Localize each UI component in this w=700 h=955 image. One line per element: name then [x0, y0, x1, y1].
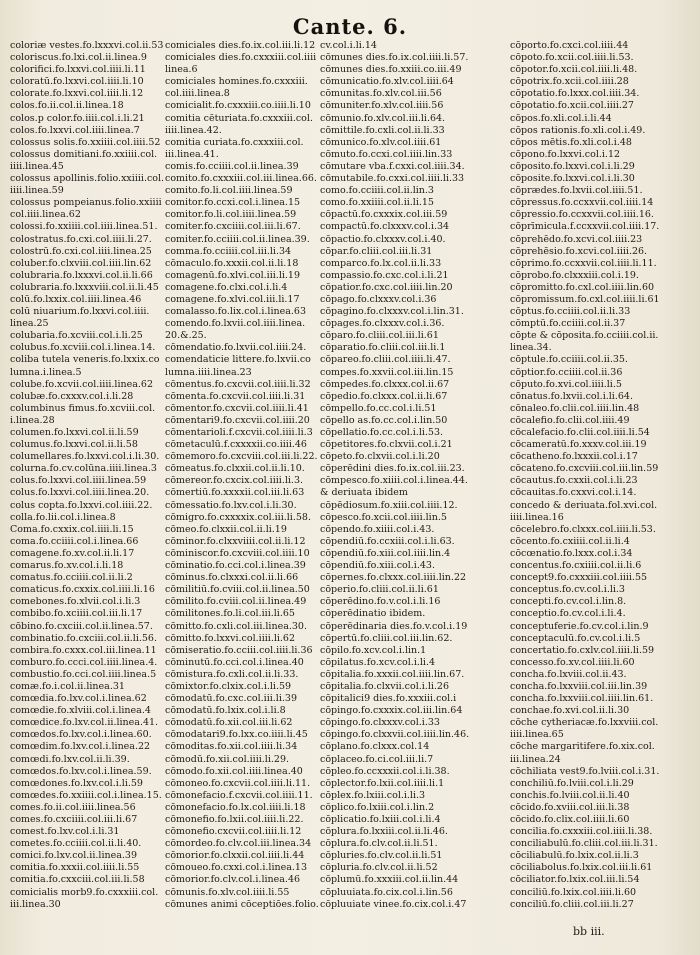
index-entry: colus.fo.lxxvi.col.iiii.linea.59	[10, 475, 147, 487]
index-entry: cōpar.fo.cliii.col.iii.li.31	[320, 245, 433, 257]
index-entry: comœdie.fo.xlviii.col.i.linea.4	[10, 705, 151, 717]
index-entry: comœdice.fo.lxv.col.ii.linea.41.	[10, 717, 159, 729]
index-entry: cōperio.fo.cliii.col.ii.li.61	[320, 584, 439, 596]
index-entry: comici.fo.lxv.col.ii.linea.39	[10, 850, 137, 862]
index-entry: cōplumū.fo.xxxiii.col.ii.lin.44	[320, 874, 459, 886]
index-entry: cōpitalia.fo.xxxii.col.iiii.lin.67.	[320, 668, 465, 680]
index-entry: cōmitto.fo.cxli.col.iii.linea.30.	[165, 620, 307, 632]
index-entry: cōptus.fo.cciiii.col.ii.li.33	[510, 306, 631, 318]
index-entry: comes.fo.cxciiii.col.iii.li.67	[10, 814, 138, 825]
index-entry: cōmuniter.fo.xlv.col.iiii.56	[320, 100, 444, 112]
index-entry: cōpactio.fo.clxxxv.col.i.40.	[320, 233, 446, 245]
index-entry: cōcido.fo.xviii.col.iii.li.38	[510, 801, 630, 813]
index-entry: comis.fo.cciiii.col.ii.linea.39	[165, 160, 299, 172]
index-entry: cōcalefacio.fo.clii.col.iiii.li.54	[510, 427, 650, 438]
index-entry: comburo.fo.ccci.col.iiii.linea.4.	[10, 656, 158, 668]
index-entry: cōmorior.fo.clxxii.col.iiii.li.44	[165, 850, 305, 862]
index-entry: cōcateno.fo.cxcviii.col.iii.lin.59	[510, 463, 659, 475]
index-entry: cōmodatū.fo.cxc.col.iii.li.39	[165, 693, 297, 705]
index-entry: cōchiliata vest9.fo.lviii.col.i.31.	[510, 765, 660, 777]
index-entry: cōplano.fo.clxxx.col.14	[320, 741, 430, 753]
index-entry: cōplaceo.fo.ci.col.iii.li.7	[320, 753, 434, 765]
index-entry: colubæ.fo.cxxxv.col.i.li.28	[10, 390, 134, 402]
index-entry: cōmpedes.fo.clxxx.col.ii.67	[320, 378, 450, 390]
index-entry: cōpactū.fo.cxxxix.col.iii.59	[320, 209, 448, 221]
index-entry: cōplex.fo.lxiii.col.i.li.3	[320, 789, 426, 801]
index-entry: cōmeo.fo.clxxii.col.ii.li.19	[165, 523, 287, 535]
index-entry: cōmunes dies.fo.ix.col.iiii.li.57.	[320, 52, 469, 64]
index-entry: cōpatior.fo.cxc.col.iiii.lin.20	[320, 281, 453, 293]
index-entry: cōmoditas.fo.xii.col.iiii.li.34	[165, 741, 298, 753]
index-entry: conceptuferie.fo.cv.col.i.lin.9	[510, 620, 649, 632]
index-entry: cōmptū.fo.cciiii.col.ii.37	[510, 318, 626, 330]
index-entry: comagenū.fo.xlvi.col.iii.li.19	[165, 269, 300, 281]
index-entry: iii.linea.24	[510, 753, 561, 765]
index-entry: cometes.fo.cciiii.col.ii.li.40.	[10, 838, 142, 850]
index-entry: cōperēdinatio ibidem.	[320, 608, 426, 620]
signature-mark: bb iii.	[573, 925, 605, 938]
index-entry: comitor.fo.li.col.iiii.linea.59	[165, 209, 297, 221]
index-entry: combustio.fo.cci.col.iiii.linea.5	[10, 668, 157, 680]
index-entry: cōpos rationis.fo.xli.col.i.49.	[510, 124, 646, 136]
index-entry: cōplector.fo.lxii.col.iiii.li.1	[320, 777, 445, 789]
index-entry: cōprīmicula.f.ccxxvii.col.iiii.17.	[510, 221, 660, 233]
index-entry: cōpendo.fo.xiiii.col.i.43.	[320, 523, 435, 535]
index-entry: cōmilitones.fo.li.col.iii.li.65	[165, 608, 295, 620]
index-entry: columen.fo.lxxvi.col.ii.li.59	[10, 427, 139, 438]
index-entry: cōmereor.fo.cxcix.col.iiii.li.3.	[165, 475, 304, 487]
index-entry: cōmaculo.fo.xxxii.col.ii.li.18	[165, 257, 299, 269]
index-entry: colurna.fo.cv.colūna.iiii.linea.3	[10, 463, 157, 475]
index-entry: concentus.fo.cxiiii.col.ii.li.6	[510, 560, 642, 572]
index-entry: como.fo.xxiiii.col.ii.li.15	[320, 197, 434, 209]
index-entry: colossus domitiani.fo.xxiiii.col.	[10, 148, 158, 160]
index-entry: cōmuto.fo.ccxi.col.iiii.lin.33	[320, 148, 453, 160]
index-entry: cōpos mētis.fo.xli.col.i.48	[510, 136, 632, 148]
index-entry: cōpedio.fo.clxxx.col.ii.li.67	[320, 390, 448, 402]
index-entry: comendo.fo.lxvii.col.iiii.linea.	[165, 318, 306, 330]
index-entry: cōprimo.fo.ccxxvii.col.iiii.li.11.	[510, 257, 657, 269]
index-entry: cōplura.fo.clv.col.ii.li.51.	[320, 838, 438, 850]
index-entry: cōpotatio.fo.xcii.col.iiii.27	[510, 100, 634, 112]
index-entry: cōpingo.fo.clxxvii.col.iiii.lin.46.	[320, 729, 470, 741]
index-entry: cōpertū.fo.cliii.col.iii.lin.62.	[320, 632, 453, 644]
index-entry: comœdos.fo.lxv.col.i.linea.59.	[10, 765, 152, 777]
index-entry: concepti.fo.cv.col.i.lin.8.	[510, 596, 627, 608]
index-entry: cōpluuiata.fo.cix.col.i.lin.56	[320, 886, 453, 898]
index-entry: cōcauitas.fo.cxxvi.col.i.14.	[510, 487, 637, 499]
index-entry: cōmunes dies.fo.xxiii.co.iii.49	[320, 64, 462, 76]
index-entry: cōpeto.fo.clxvii.col.i.li.20	[320, 451, 440, 463]
index-entry: conchiliū.fo.lviii.col.i.li.29	[510, 777, 634, 789]
index-entry: cōplicatio.fo.lxiii.col.i.li.4	[320, 814, 441, 825]
index-entry: colossus pompeianus.folio.xxiiii	[10, 197, 162, 209]
index-entry: cōmitto.fo.lxxvi.col.iiii.li.62	[165, 632, 296, 644]
index-entry: col.iiii.linea.8	[165, 88, 230, 100]
index-entry: cōperēdino.fo.v.col.i.li.16	[320, 596, 441, 608]
index-entry: & deriuata ibidem	[320, 487, 408, 499]
index-entry: coluber.fo.clxviii.col.iiii.lin.62	[10, 257, 152, 269]
index-entry: comarus.fo.xv.col.i.li.18	[10, 560, 124, 572]
index-entry: cōpingo.fo.cxxxix.col.iii.lin.64	[320, 705, 463, 717]
index-entry: cōposito.fo.lxxvi.col.i.li.29	[510, 160, 635, 172]
index-entry: comalasso.fo.lix.col.i.linea.63	[165, 306, 307, 318]
index-entry: comœdim.fo.lxv.col.i.linea.22	[10, 741, 151, 753]
index-entry: cōmeatus.fo.clxxii.col.ii.li.10.	[165, 463, 305, 475]
index-entry: cōpluries.fo.clv.col.ii.li.51	[320, 850, 443, 862]
index-entry: iiii.linea.16	[510, 511, 564, 523]
index-entry: cōpleo.fo.ccxxxii.col.i.li.38.	[320, 765, 450, 777]
index-entry: cōche margaritifere.fo.xix.col.	[510, 741, 655, 753]
index-entry: cōminor.fo.clxxviiii.col.ii.li.12	[165, 535, 306, 547]
index-entry: cōcatheno.fo.lxxxii.col.i.17	[510, 451, 638, 463]
index-entry: colus.fo.lxxvi.col.iiii.linea.20.	[10, 487, 150, 499]
index-entry: combira.fo.cxxx.col.iii.linea.11	[10, 644, 157, 656]
index-entry: colorifici.fo.lxxvi.col.iiii.li.11	[10, 64, 146, 76]
index-entry: cōplura.fo.lxxiii.col.ii.li.46.	[320, 826, 448, 838]
index-entry: comagene.fo.clxi.col.i.li.4	[165, 281, 288, 293]
index-entry: cōmutare vba.f.cxxi.col.iiii.34.	[320, 160, 465, 172]
index-entry: cōpago.fo.clxxxv.col.i.36	[320, 293, 437, 305]
index-entry: cōpagino.fo.clxxxv.col.i.lin.31.	[320, 306, 464, 318]
index-entry: cōmunio.fo.xlv.col.iii.li.64.	[320, 112, 446, 124]
index-entry: cōputo.fo.xvi.col.iiii.li.5	[510, 378, 622, 390]
index-entry: cōmertiū.fo.xxxxii.col.iii.li.63	[165, 487, 305, 499]
index-entry: linea.6	[165, 64, 198, 76]
index-entry: colossus solis.fo.xxiiii.col.iiii.52	[10, 136, 161, 148]
index-entry: cōposite.fo.lxxvi.col.i.li.30	[510, 173, 635, 185]
index-entry: cōciliabulū.fo.lxix.col.ii.li.3	[510, 850, 639, 862]
index-entry: comito.fo.cxxxiii.col.iii.linea.66.	[165, 173, 317, 185]
index-entry: comiciales dies.fo.ix.col.iii.li.12	[165, 40, 316, 51]
index-entry: colos.fo.lxxvi.col.iiii.linea.7	[10, 124, 140, 136]
index-entry: concedo & deriuata.fol.xvi.col.	[510, 499, 658, 511]
index-entry: comebones.fo.xlvii.col.i.li.3	[10, 596, 141, 608]
index-entry: conceptio.fo.cv.col.i.li.4.	[510, 608, 626, 620]
index-entry: comœdia.fo.lxv.col.i.linea.62	[10, 693, 147, 705]
index-entry: comiter.fo.cxciiii.col.iii.li.67.	[165, 221, 301, 233]
index-entry: comes.fo.ii.col.iiii.linea.56	[10, 801, 136, 813]
running-header: Cante. 6.	[292, 14, 408, 39]
index-entry: conciliū.fo.cliii.col.iii.li.27	[510, 898, 634, 910]
index-entry: cōmonefio.fo.lxii.col.iiii.li.22.	[165, 814, 304, 825]
index-entry: cōmentor.fo.cxcvii.col.iiii.li.41	[165, 402, 309, 414]
index-entry: cōche cytheriacæ.fo.lxxviii.col.	[510, 717, 659, 729]
index-entry: cōpotrix.fo.xcii.col.iiii.28	[510, 76, 629, 88]
index-entry: comatus.fo.cciiii.col.ii.li.2	[10, 572, 133, 584]
index-entry: comitor.fo.ccxi.col.i.linea.15	[165, 197, 301, 209]
index-entry: colostrū.fo.cxi.col.iiii.linea.25	[10, 245, 152, 257]
index-entry: cōnatus.fo.lxvii.col.i.li.64.	[510, 390, 633, 402]
index-entry: colubus.fo.xcviii.col.i.linea.14.	[10, 342, 156, 354]
index-entry: cōpoto.fo.xcii.col.iiii.li.53.	[510, 52, 634, 64]
index-entry: concilia.fo.cxxxiii.col.iiii.li.38.	[510, 826, 653, 838]
index-entry: comaticus.fo.cxxix.col.iiii.li.16	[10, 584, 155, 596]
index-entry: coliba tutela veneris.fo.lxxix.co	[10, 354, 160, 366]
index-entry: cōpotatio.fo.lxxx.col.iiii.34.	[510, 88, 640, 100]
index-entry: cōperēdinaria dies.fo.v.col.i.19	[320, 620, 468, 632]
index-entry: cōpono.fo.lxxvi.col.i.12	[510, 148, 621, 160]
index-entry: cōpluuiate vinee.fo.cix.col.i.47	[320, 898, 467, 910]
index-entry: cōcelebro.fo.clxxx.col.iiii.li.53.	[510, 523, 656, 535]
index-entry: colorate.fo.lxxvi.col.iiii.li.12	[10, 88, 144, 100]
index-entry: cōpēdiosum.fo.xiii.col.iiii.12.	[320, 499, 458, 511]
index-entry: cōmordeo.fo.clv.col.iii.linea.34	[165, 838, 312, 850]
index-entry: cōcido.fo.clix.col.iiii.li.60	[510, 814, 630, 825]
index-entry: comiciales homines.fo.cxxxiii.	[165, 76, 308, 88]
index-entry: cōminutū.fo.cci.col.i.linea.40	[165, 656, 304, 668]
index-entry: columus.fo.lxxvi.col.ii.li.58	[10, 439, 138, 451]
index-entry: cōmodatū.fo.lxix.col.i.li.8	[165, 705, 286, 717]
index-entry: cōbino.fo.cxciii.col.ii.linea.57.	[10, 620, 153, 632]
index-entry: concha.fo.lxxviii.col.iii.lin.39	[510, 680, 648, 692]
index-entry: cōmessatio.fo.lxv.col.i.li.30.	[165, 499, 297, 511]
index-entry: cōmentari9.fo.cxcvii.col.iiii.20	[165, 414, 310, 426]
index-entry: cōminatio.fo.cci.col.i.linea.39	[165, 560, 306, 572]
index-entry: cōpendiū.fo.xiii.col.iiii.lin.4	[320, 547, 451, 559]
index-entry: cōpitalia.fo.clxvii.col.i.li.26	[320, 680, 450, 692]
index-entry: iiii.linea.65	[510, 729, 564, 741]
index-entry: comœdi.fo.lxv.col.ii.li.39.	[10, 753, 130, 765]
index-entry: cōmunitas.fo.xlv.col.iii.56	[320, 88, 442, 100]
index-entry: cōpressus.fo.ccxxvii.col.iiii.14	[510, 197, 654, 209]
index-entry: cōptule.fo.cciiii.col.ii.35.	[510, 354, 628, 366]
index-entry: cōpello as.fo.cc.col.i.lin.50	[320, 414, 448, 426]
index-entry: cōmutabile.fo.cxxi.col.iiii.li.33	[320, 173, 465, 185]
index-entry: comitia.fo.cxxciii.col.iii.li.58	[10, 874, 145, 886]
index-entry: col.iiii.linea.62	[10, 209, 81, 221]
index-entry: cōmorior.fo.clv.col.i.linea.46	[165, 874, 301, 886]
index-entry: conceptaculū.fo.cv.col.i.li.5	[510, 632, 641, 644]
index-entry: cōptior.fo.cciiii.col.ii.36	[510, 366, 623, 378]
index-entry: cōciliator.fo.lxix.col.iii.li.54	[510, 874, 640, 886]
index-entry: cōmentarioli.f.cxcvii.col.iiii.li.3	[165, 427, 313, 438]
index-entry: linea.34.	[510, 342, 552, 354]
index-entry: cōmoneo.fo.cxcvii.col.iiii.li.11.	[165, 777, 311, 789]
index-entry: comiciales dies.fo.cxxxiii.col.iiii	[165, 52, 317, 64]
index-entry: cōpotor.fo.xcii.col.iiii.li.48.	[510, 64, 638, 76]
index-entry: cōmunico.fo.xlv.col.iiii.61	[320, 136, 442, 148]
index-entry: cōmodū.fo.xii.col.iiii.li.29.	[165, 753, 290, 765]
index-entry: como.fo.cciiii.col.ii.lin.3	[320, 185, 434, 197]
index-entry: comitia cēturiata.fo.cxxxiii.col.	[165, 112, 313, 124]
index-entry: coloriæ vestes.fo.lxxxvi.col.ii.53	[10, 40, 164, 51]
index-entry: cōcœnatio.fo.lxxx.col.i.34	[510, 547, 633, 559]
index-entry: conceptus.fo.cv.col.i.li.3	[510, 584, 625, 596]
index-column-1	[10, 40, 178, 920]
index-entry: comagene.fo.xlvi.col.iii.li.17	[165, 293, 300, 305]
index-entry: colus copta.fo.lxxvi.col.iiii.22.	[10, 499, 153, 511]
index-entry: cōcameratū.fo.xxxv.col.iii.19	[510, 439, 647, 451]
index-entry: cōcalefio.fo.clii.col.iiii.49	[510, 414, 630, 426]
index-entry: cōmunes animi cōceptiōes.folio.	[165, 898, 319, 910]
index-entry: comma.fo.cciiii.col.iii.li.34	[165, 245, 292, 257]
index-entry: colossus apollinis.folio.xxiiii.col.	[10, 173, 165, 185]
index-entry: cōmilitiū.fo.cviii.col.ii.linea.50	[165, 584, 310, 596]
index-entry: comœdes.fo.xxiiii.col.i.linea.15.	[10, 789, 162, 801]
index-entry: cōmonefacio.fo.lx.col.iiii.li.18	[165, 801, 306, 813]
index-entry: coma.fo.cciiii.col.i.linea.66	[10, 535, 139, 547]
index-column-3	[320, 40, 495, 920]
index-entry: colubraria.fo.lxxxviii.col.ii.li.45	[10, 281, 159, 293]
index-entry: colube.fo.xcvii.col.iiii.linea.62	[10, 378, 154, 390]
index-entry: colū niuarium.fo.lxxvi.col.iiii.	[10, 306, 150, 318]
index-entry: cōmiseratio.fo.cciii.col.iiii.li.36	[165, 644, 313, 656]
index-entry: concesso.fo.xv.col.iiii.li.60	[510, 656, 635, 668]
index-entry: cōplico.fo.lxiii.col.i.lin.2	[320, 801, 435, 813]
index-entry: colos.fo.ii.col.ii.linea.18	[10, 100, 124, 112]
index-entry: cōpesco.fo.xcii.col.iiii.lin.5	[320, 511, 447, 523]
index-entry: cōmonefacio.f.cxcvii.col.iiii.11.	[165, 789, 313, 801]
index-entry: cōminiscor.fo.cxcviii.col.iiii.10	[165, 547, 310, 559]
index-entry: cōpluria.fo.clv.col.ii.li.52	[320, 862, 438, 874]
index-entry: colossi.fo.xxiiii.col.iiii.linea.51.	[10, 221, 158, 233]
index-entry: cv.col.i.li.14	[320, 40, 377, 51]
index-entry: cōpitalici9 dies.fo.xxxiii.col.i	[320, 693, 457, 705]
index-entry: colubaria.fo.xcviii.col.i.li.25	[10, 330, 143, 342]
index-entry: cōpingo.fo.clxxxv.col.i.33	[320, 717, 440, 729]
index-entry: cōporto.fo.cxci.col.iiii.44	[510, 40, 629, 51]
index-entry: cōmodo.fo.xii.col.iiii.linea.40	[165, 765, 303, 777]
index-entry: cōpromissum.fo.cxl.col.iiii.li.61	[510, 293, 660, 305]
index-entry: combinatio.fo.cxciii.col.ii.li.56.	[10, 632, 157, 644]
index-entry: comœdos.fo.lxv.col.i.linea.60.	[10, 729, 152, 741]
index-entry: cōmodatū.fo.xii.col.iii.li.62	[165, 717, 293, 729]
index-entry: cōpareo.fo.cliii.col.iiii.li.47.	[320, 354, 451, 366]
index-entry: cōcento.fo.cxiiii.col.ii.li.4	[510, 535, 630, 547]
index-entry: cōmittile.fo.cxli.col.ii.li.33	[320, 124, 445, 136]
index-entry: cōpos.fo.xli.col.i.li.44	[510, 112, 612, 124]
index-entry: conchae.fo.xvi.col.ii.li.30	[510, 705, 630, 717]
index-entry: cōpellatio.fo.cc.col.i.li.53.	[320, 427, 444, 438]
index-entry: i.linea.28	[10, 414, 55, 426]
index-column-2	[165, 40, 337, 920]
index-entry: lumna.i.linea.5	[10, 366, 82, 378]
index-entry: colostratus.fo.cxi.col.iiii.li.27.	[10, 233, 152, 245]
index-entry: comicialit.fo.cxxxiii.co.iiii.li.10	[165, 100, 311, 112]
index-entry: cōmigro.fo.cxxxxix.col.iii.li.58.	[165, 511, 311, 523]
index-entry: colla.fo.lii.col.i.linea.8	[10, 511, 116, 523]
index-entry: concept9.fo.cxxxiii.col.iiii.55	[510, 572, 648, 584]
index-entry: 20.&.25.	[165, 330, 207, 342]
index-entry: cōmpello.fo.cc.col.i.li.51	[320, 402, 437, 414]
index-entry: comiter.fo.cciiii.col.ii.linea.39.	[165, 233, 310, 245]
index-entry: cōmunicatio.fo.xlv.col.iiii.64	[320, 76, 454, 88]
index-entry: conciliabulū.fo.cliii.col.iii.li.31.	[510, 838, 658, 850]
index-entry: cōpressio.fo.ccxxvii.col.iiii.16.	[510, 209, 654, 221]
index-entry: comicialis morb9.fo.cxxxiii.col.	[10, 886, 159, 898]
index-entry: concha.fo.lxviii.col.ii.43.	[510, 668, 627, 680]
index-entry: compactū.fo.clxxxv.col.i.34	[320, 221, 450, 233]
index-entry: iiii.linea.59	[10, 185, 64, 197]
index-columns	[10, 40, 700, 920]
index-entry: cōparo.fo.cliii.col.iii.li.61	[320, 330, 439, 342]
index-entry: cōcautus.fo.cxxii.col.i.li.23	[510, 475, 638, 487]
index-entry: iii.linea.41.	[165, 148, 219, 160]
index-entry: colos.p color.fo.iiii.col.i.li.21	[10, 112, 145, 124]
index-entry: cōmilito.fo.cviii.col.ii.linea.49	[165, 596, 307, 608]
index-entry: iii.linea.30	[10, 898, 61, 910]
index-column-4	[510, 40, 700, 920]
index-entry: linea.25	[10, 318, 49, 330]
index-entry: cōperēdini dies.fo.ix.col.iii.23.	[320, 463, 465, 475]
index-entry: conchis.fo.lviii.col.ii.li.40	[510, 789, 630, 801]
index-entry: cōnaleo.fo.clii.col.iiii.lin.48	[510, 402, 640, 414]
index-entry: cōmixtor.fo.clxix.col.i.li.59	[165, 680, 292, 692]
index-entry: cōciliabolus.fo.lxix.col.iii.li.61	[510, 862, 653, 874]
index-entry: cōmistura.fo.cxli.col.ii.li.33.	[165, 668, 299, 680]
index-entry: comendaticie littere.fo.lxvii.co	[165, 354, 311, 366]
index-entry: cōprehēsio.fo.xcvi.col.iiii.26.	[510, 245, 648, 257]
index-entry: combibo.fo.xciiii.col.iii.li.17	[10, 608, 143, 620]
index-entry: cōmemoro.fo.cxcviii.col.iii.li.22.	[165, 451, 318, 463]
index-entry: conciliū.fo.lxix.col.iiii.li.60	[510, 886, 637, 898]
index-entry: cōprehēdo.fo.xcvi.col.iiii.23	[510, 233, 643, 245]
index-entry: coloriscus.fo.lxi.col.ii.linea.9	[10, 52, 147, 64]
index-entry: cōprædes.fo.lxvii.col.iiii.51.	[510, 185, 643, 197]
index-entry: cōpetitores.fo.clxvii.col.i.21	[320, 439, 453, 451]
index-entry: cōmodatari9.fo.lxx.co.iiii.li.45	[165, 729, 308, 741]
index-entry: iiii.linea.45	[10, 160, 64, 172]
index-entry: cōparatio.fo.cliii.col.iii.li.1	[320, 342, 446, 354]
index-entry: columellares.fo.lxxvi.col.i.li.30.	[10, 451, 160, 463]
index-entry: comitia curiata.fo.cxxxiii.col.	[165, 136, 304, 148]
index-entry: Coma.fo.cxxix.col.iiii.li.15	[10, 523, 134, 535]
index-entry: cōpendiū.fo.xiii.col.i.43.	[320, 560, 435, 572]
index-entry: cōmenta.fo.cxcvii.col.iiii.li.31	[165, 390, 306, 402]
index-entry: cōpilatus.fo.xcv.col.i.li.4	[320, 656, 436, 668]
index-entry: cōpages.fo.clxxxv.col.i.36.	[320, 318, 445, 330]
index-entry: compes.fo.xxvii.col.iii.lin.15	[320, 366, 454, 378]
index-entry: colubraria.fo.lxxxvi.col.ii.li.66	[10, 269, 153, 281]
index-entry: cōpilo.fo.xcv.col.i.lin.1	[320, 644, 427, 656]
index-entry: cōpte & cōposita.fo.cciiii.col.ii.	[510, 330, 659, 342]
index-entry: comagene.fo.xv.col.ii.li.17	[10, 547, 135, 559]
index-entry: concertatio.fo.cxlv.col.iiii.li.59	[510, 644, 655, 656]
index-entry: lumna.iiii.linea.23	[165, 366, 252, 378]
index-entry: columbinus fimus.fo.xcviii.col.	[10, 402, 156, 414]
index-entry: comœdones.fo.lxv.col.i.li.59	[10, 777, 143, 789]
index-entry: concha.fo.lxxviii.col.iiii.lin.61.	[510, 693, 654, 705]
index-entry: compassio.fo.cxc.col.i.li.21	[320, 269, 449, 281]
index-entry: cōpendiū.fo.ccxiii.col.i.li.63.	[320, 535, 455, 547]
index-entry: comitia.fo.xxxii.col.iiii.li.55	[10, 862, 140, 874]
index-entry: cōpernes.fo.clxxx.col.iiii.lin.22	[320, 572, 467, 584]
index-entry: colū.fo.lxxix.col.iiii.linea.46	[10, 293, 142, 305]
index-entry: cōmoueo.fo.cxxi.col.i.linea.13	[165, 862, 308, 874]
index-entry: coloratū.fo.lxxvi.col.iiii.li.10	[10, 76, 144, 88]
index-entry: cōmunis.fo.xlv.col.iiii.li.55	[165, 886, 290, 898]
index-entry: cōpromitto.fo.cxl.col.iiii.lin.60	[510, 281, 655, 293]
index-entry: cōminus.fo.clxxxi.col.ii.li.66	[165, 572, 299, 584]
index-entry: comest.fo.lxv.col.i.li.31	[10, 826, 120, 838]
index-entry: cōmonefio.cxcvii.col.iiii.li.12	[165, 826, 302, 838]
index-entry: cōmentus.fo.cxcvii.col.iiii.li.32	[165, 378, 311, 390]
index-entry: iiii.linea.42.	[165, 124, 222, 136]
index-entry: cōmendatio.fo.lxvii.col.iiii.24.	[165, 342, 307, 354]
index-entry: comito.fo.li.col.iiii.linea.59	[165, 185, 293, 197]
index-entry: cōmetaculū.f.cxxxxii.co.iiii.46	[165, 439, 307, 451]
index-entry: cōmpesco.fo.xiiii.col.i.linea.44.	[320, 475, 468, 487]
index-entry: cōprobo.fo.clxxxiii.col.i.19.	[510, 269, 639, 281]
index-entry: comparco.fo.lx.col.ii.li.33	[320, 257, 442, 269]
index-entry: comæ.fo.i.col.ii.linea.31	[10, 680, 125, 692]
